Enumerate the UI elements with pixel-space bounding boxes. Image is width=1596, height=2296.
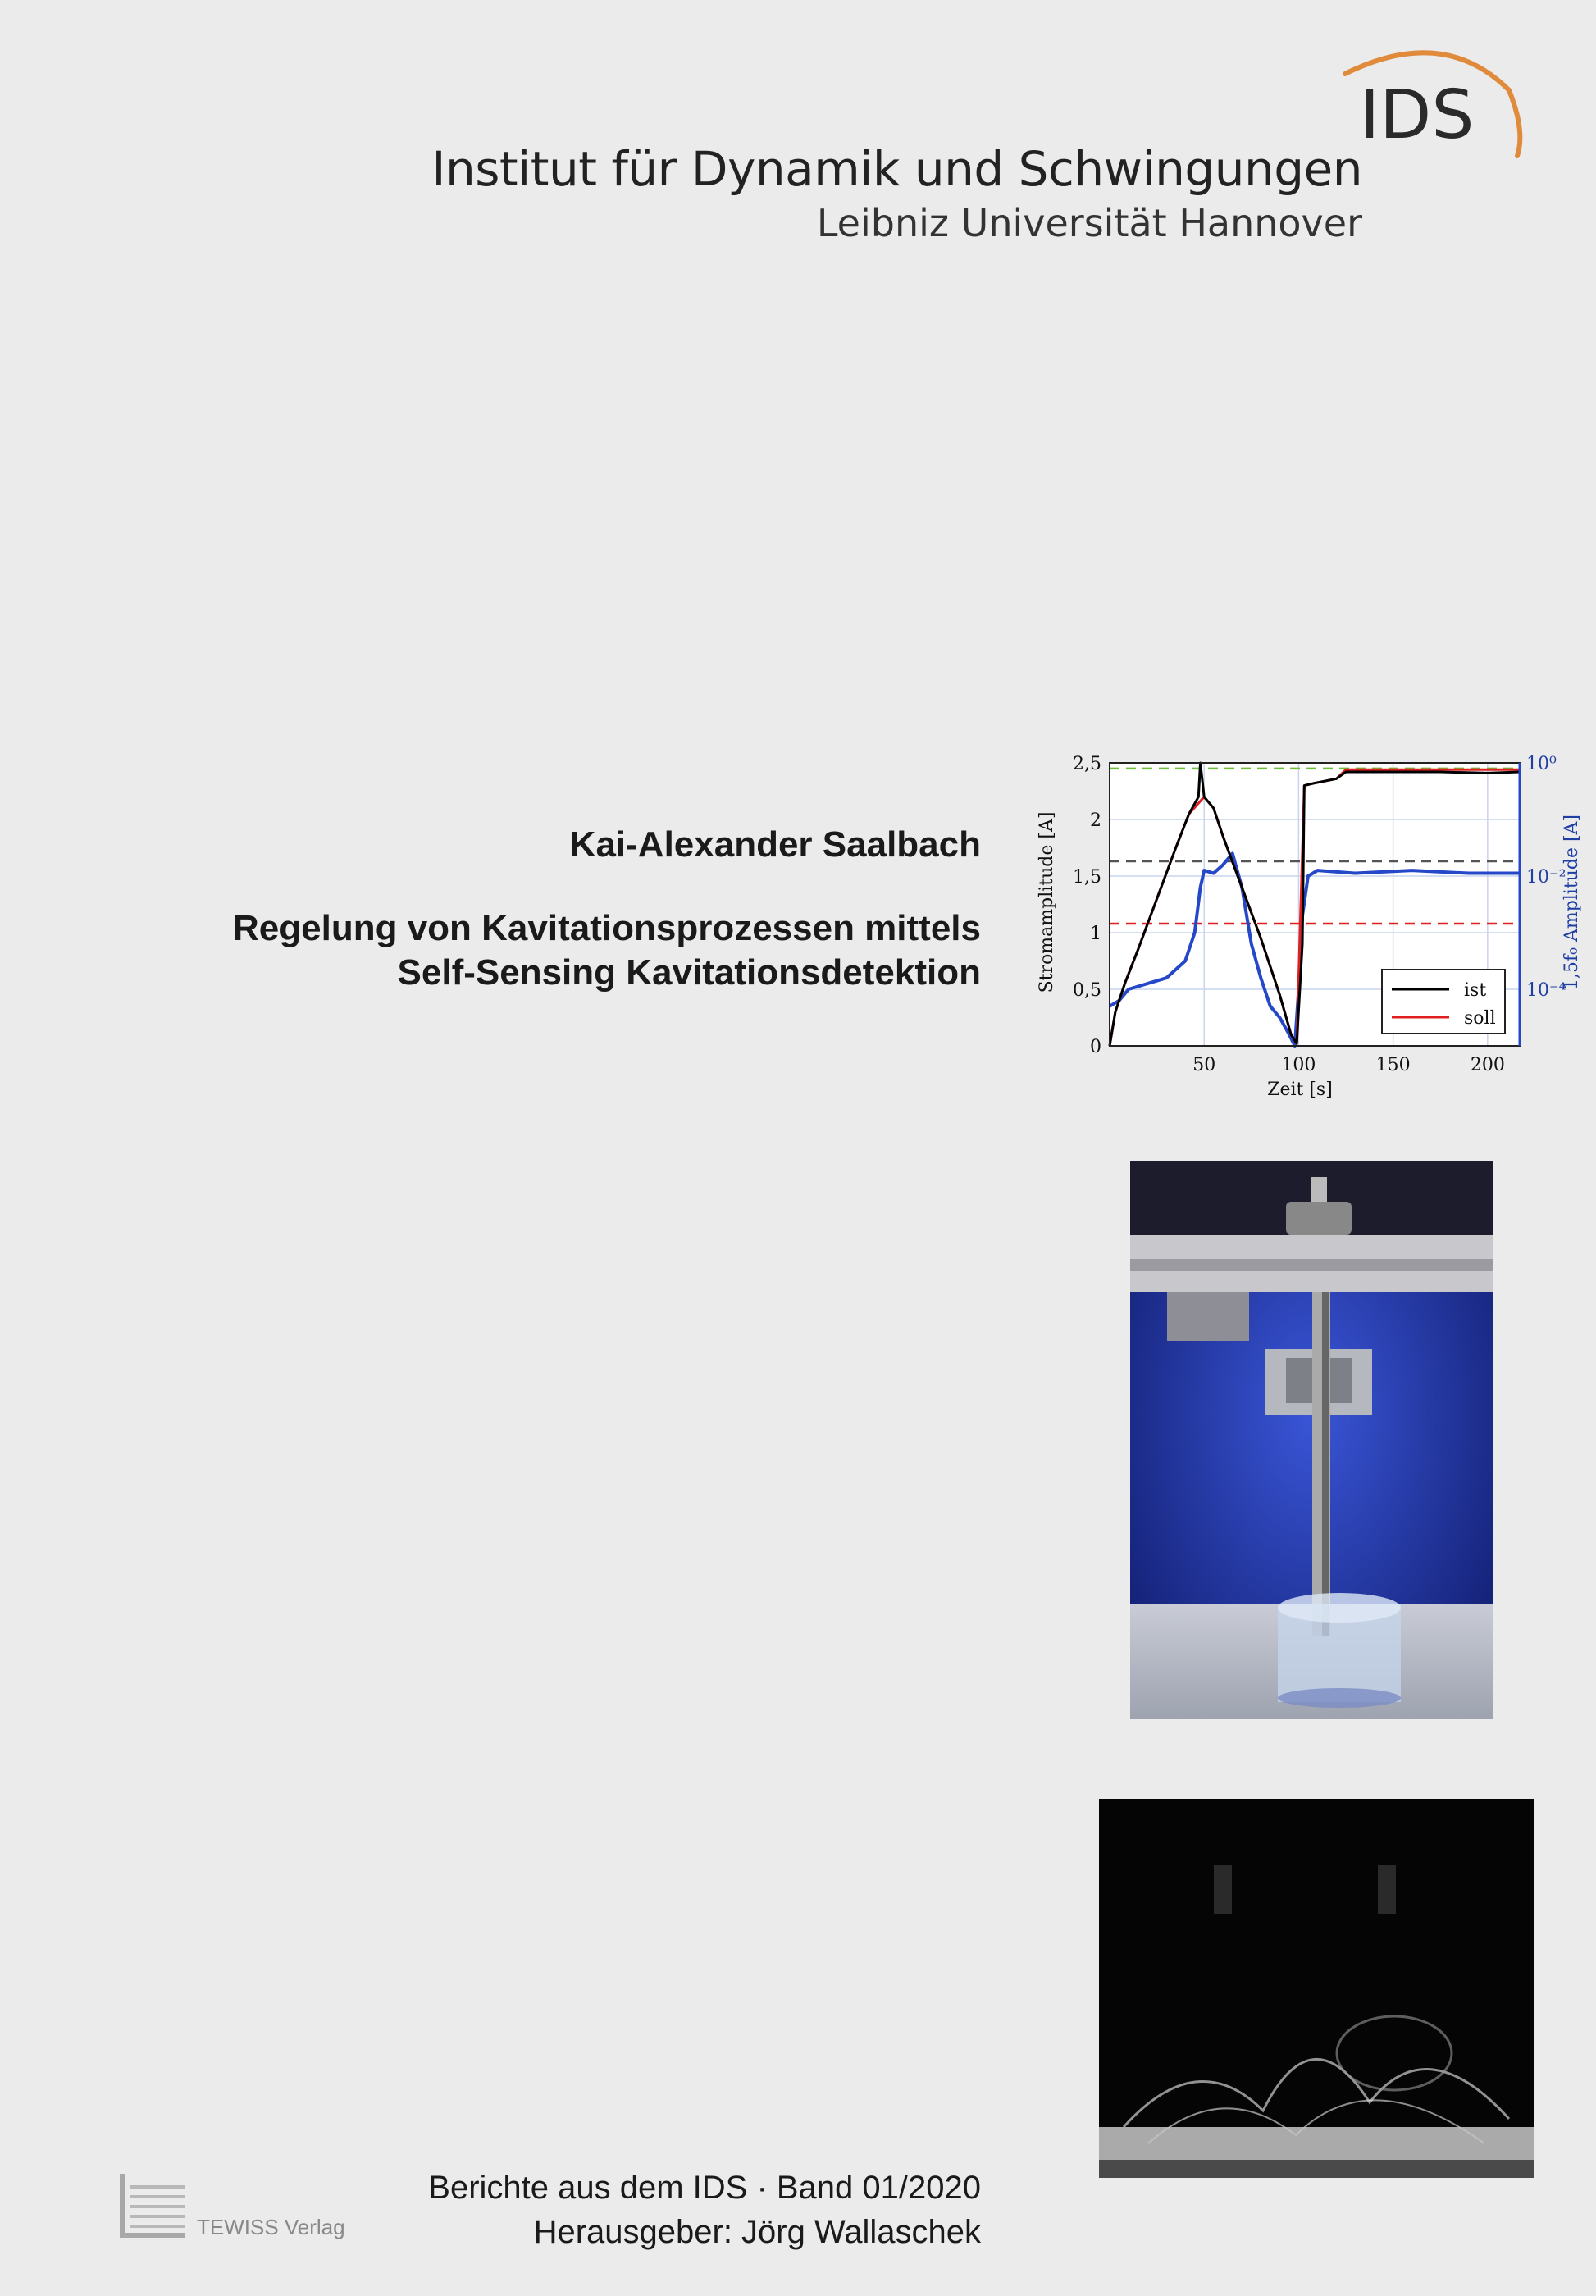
y-right-tick-label: 10⁻⁴ bbox=[1526, 980, 1566, 1001]
logo-text: IDS bbox=[1360, 76, 1475, 154]
x-tick-label: 150 bbox=[1375, 1055, 1411, 1075]
cavitation-photo bbox=[1099, 1799, 1534, 2178]
y-tick-label: 2 bbox=[1090, 810, 1101, 831]
logo-bar bbox=[120, 2174, 125, 2238]
y-tick-label: 2,5 bbox=[1073, 754, 1101, 774]
author-name: Kai-Alexander Saalbach bbox=[569, 824, 981, 865]
institute-name: Institut für Dynamik und Schwingungen bbox=[431, 141, 1362, 197]
x-tick-label: 200 bbox=[1470, 1055, 1505, 1075]
chart-legend bbox=[1382, 970, 1505, 1034]
legend-label-ist: ist bbox=[1464, 980, 1487, 1001]
y-axis-label: Stromamplitude [A] bbox=[1037, 811, 1057, 993]
y-right-tick-label: 10⁻² bbox=[1526, 867, 1566, 888]
y-axis-right-label: 1,5f₀ Amplitude [A] bbox=[1562, 814, 1582, 991]
book-title bbox=[233, 906, 981, 995]
setup-photo bbox=[1130, 1161, 1493, 1719]
cavitation-chart bbox=[1021, 738, 1582, 1107]
x-tick-label: 100 bbox=[1281, 1055, 1316, 1075]
university-name: Leibniz Universität Hannover bbox=[816, 201, 1362, 245]
series-editor: Herausgeber: Jörg Wallaschek bbox=[533, 2214, 981, 2250]
x-axis-label: Zeit [s] bbox=[1267, 1080, 1333, 1100]
legend-label-soll: soll bbox=[1464, 1008, 1496, 1029]
y-right-tick-label: 10⁰ bbox=[1526, 754, 1557, 774]
y-tick-label: 0,5 bbox=[1073, 980, 1101, 1001]
publisher-logo bbox=[115, 2174, 361, 2239]
institute-block bbox=[431, 139, 1362, 248]
title-line-2: Self-Sensing Kavitationsdetektion bbox=[397, 952, 981, 993]
x-tick-label: 50 bbox=[1192, 1055, 1216, 1075]
series-volume: Berichte aus dem IDS · Band 01/2020 bbox=[428, 2170, 981, 2206]
title-line-1: Regelung von Kavitationsprozessen mittels bbox=[233, 908, 981, 948]
y-tick-label: 0 bbox=[1090, 1037, 1101, 1057]
series-info bbox=[428, 2166, 981, 2254]
y-tick-label: 1 bbox=[1090, 924, 1101, 944]
publisher-name: TEWISS Verlag bbox=[197, 2215, 345, 2239]
y-tick-label: 1,5 bbox=[1073, 867, 1101, 888]
